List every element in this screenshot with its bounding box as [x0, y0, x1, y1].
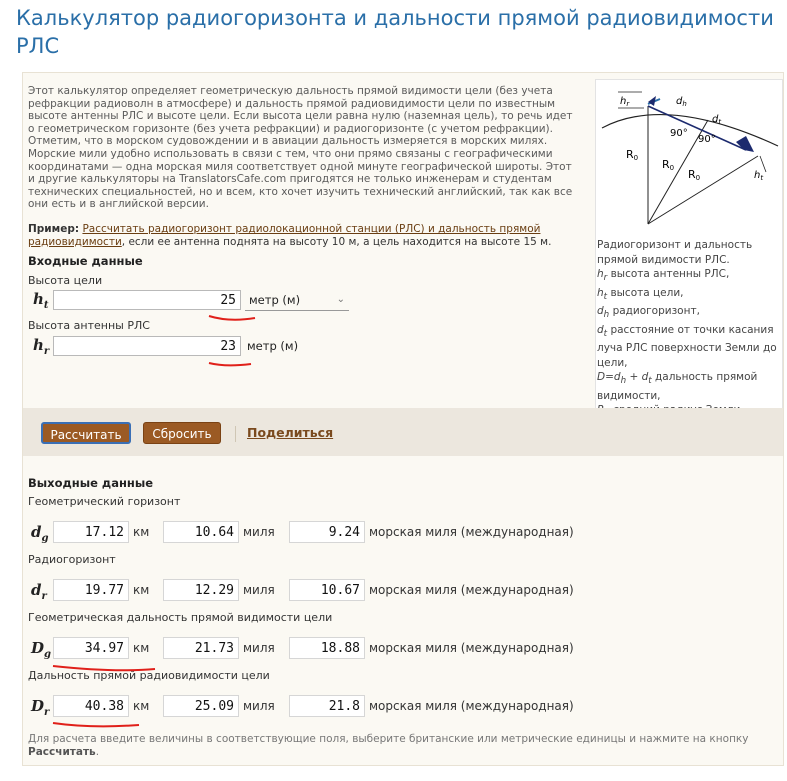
calculate-button[interactable]: Рассчитать	[41, 422, 131, 444]
figure-caption	[597, 238, 781, 422]
output-value-mi: 25.09	[163, 695, 239, 717]
output-value-mi: 21.73	[163, 637, 239, 659]
output-label: Геометрическая дальность прямой видимости цели	[28, 611, 333, 624]
output-value-km: 34.97	[53, 637, 129, 659]
ht-label: $h_t$	[754, 170, 764, 182]
output-unit-mi: миля	[243, 525, 275, 539]
r0-label: R0	[662, 158, 675, 172]
antenna-height-unit: метр (м)	[247, 339, 299, 353]
example-prefix: Пример:	[28, 223, 80, 235]
output-value-nmi: 9.24	[289, 521, 365, 543]
output-unit-nmi: морская миля (международная)	[369, 699, 574, 713]
output-label: Дальность прямой радиовидимости цели	[28, 669, 270, 682]
output-unit-km: км	[133, 641, 150, 655]
target-height-input[interactable]: 25	[53, 290, 241, 310]
annotation-underline	[51, 661, 161, 675]
page-title: Калькулятор радиогоризонта и дальности прямой радиовидимости РЛС	[16, 6, 774, 58]
radio-horizon-diagram	[596, 80, 780, 236]
footer-calc-ref: Рассчитать	[28, 746, 96, 758]
angle-label: 90°	[698, 134, 716, 145]
output-unit-mi: миля	[243, 641, 275, 655]
footer-hint: Для расчета введите величины в соответствующие поля, выберите британские или метрические единицы и нажмите на кнопку Рассчитать.	[28, 733, 749, 758]
output-value-mi: 12.29	[163, 579, 239, 601]
target-height-label: Высота цели	[28, 274, 103, 287]
output-value-mi: 10.64	[163, 521, 239, 543]
output-symbol: $d_r$	[31, 581, 47, 602]
output-value-nmi: 21.8	[289, 695, 365, 717]
example-suffix: , если ее антенна поднята на высоту 10 м, а цель находится на высоте 15 м.	[121, 235, 552, 248]
caption-line: $d_h$ радиогоризонт,	[597, 305, 700, 321]
angle-label: 90°	[670, 128, 688, 139]
target-height-unit-select[interactable]	[245, 290, 349, 311]
output-value-km: 19.77	[53, 579, 129, 601]
output-value-km: 17.12	[53, 521, 129, 543]
share-link[interactable]: Поделиться	[247, 425, 334, 440]
reset-button[interactable]: Сбросить	[143, 422, 221, 444]
calculator-panel	[22, 72, 784, 766]
caption-line: $h_t$ высота цели,	[597, 286, 684, 302]
output-symbol: $d_g$	[31, 523, 49, 544]
divider	[235, 426, 236, 442]
inputs-heading: Входные данные	[28, 254, 143, 268]
annotation-underline	[207, 359, 255, 369]
radio-horizon-figure	[595, 79, 783, 413]
r0-label: R0	[688, 168, 701, 182]
caption-line: Радиогоризонт и дальность прямой видимости РЛС.	[597, 239, 753, 266]
hr-label: $h_r$	[620, 96, 630, 108]
dt-label: $d_t$	[712, 114, 722, 126]
annotation-underline	[207, 311, 259, 323]
chevron-down-icon: ⌄	[336, 294, 345, 305]
output-unit-nmi: морская миля (международная)	[369, 525, 574, 539]
output-unit-km: км	[133, 699, 150, 713]
output-unit-nmi: морская миля (международная)	[369, 583, 574, 597]
caption-line: $h_r$ высота антенны РЛС,	[597, 268, 730, 284]
output-unit-mi: миля	[243, 699, 275, 713]
antenna-height-input[interactable]: 23	[53, 336, 241, 356]
button-bar	[23, 408, 783, 456]
outputs-heading: Выходные данные	[28, 476, 154, 490]
intro-text: Этот калькулятор определяет геометрическую дальность прямой видимости цели (без учета рефракции радиоволн в атмосфере) и дальность прямой радиовидимости цели по известным высоте антенны РЛС и высоте цели. Если высота цели равна нулю (наземная цель), то речь идет о геометрическом горизонте (без учета рефракции) и радиогоризонте (с учетом рефракции). Отметим, что в морском судовождении и в авиации дальность измеряется в морских милях. Морские мили удобно использовать в связи с тем, что они прямо связаны с географическими координатами — одна морская миля соответствует одной минуте географической широты. Этот и другие калькуляторы на TranslatorsCafe.com пригодятся не только инженерам и студентам технических специальностей, но и всем, кто хочет изучить технический английский, так как все они есть и в английской версии.	[28, 85, 573, 211]
example-text	[28, 223, 581, 248]
output-unit-nmi: морская миля (международная)	[369, 641, 574, 655]
output-unit-km: км	[133, 583, 150, 597]
antenna-height-label: Высота антенны РЛС	[28, 319, 150, 332]
output-symbol: $D_r$	[31, 697, 50, 718]
target-height-symbol: $h_t$	[33, 290, 49, 311]
caption-line: $D=d_h + d_t$ дальность прямой видимости,	[597, 371, 758, 402]
output-value-nmi: 18.88	[289, 637, 365, 659]
output-label: Радиогоризонт	[28, 553, 116, 566]
antenna-height-symbol: $h_r$	[33, 336, 50, 357]
output-symbol: $D_g$	[31, 639, 52, 660]
caption-line: $d_t$ расстояние от точки касания луча РЛС поверхности Земли до цели,	[597, 323, 777, 369]
output-unit-km: км	[133, 525, 150, 539]
output-label: Геометрический горизонт	[28, 495, 181, 508]
dh-label: $d_h$	[676, 96, 687, 108]
target-height-unit: метр (м)	[249, 293, 301, 307]
output-value-km: 40.38	[53, 695, 129, 717]
example-link[interactable]: Рассчитать радиогоризонт радиолокационной станции (РЛС) и дальность прямой радиовидимости	[28, 223, 541, 248]
r0-label: R0	[626, 148, 639, 162]
output-unit-mi: миля	[243, 583, 275, 597]
annotation-underline	[51, 719, 147, 733]
output-value-nmi: 10.67	[289, 579, 365, 601]
